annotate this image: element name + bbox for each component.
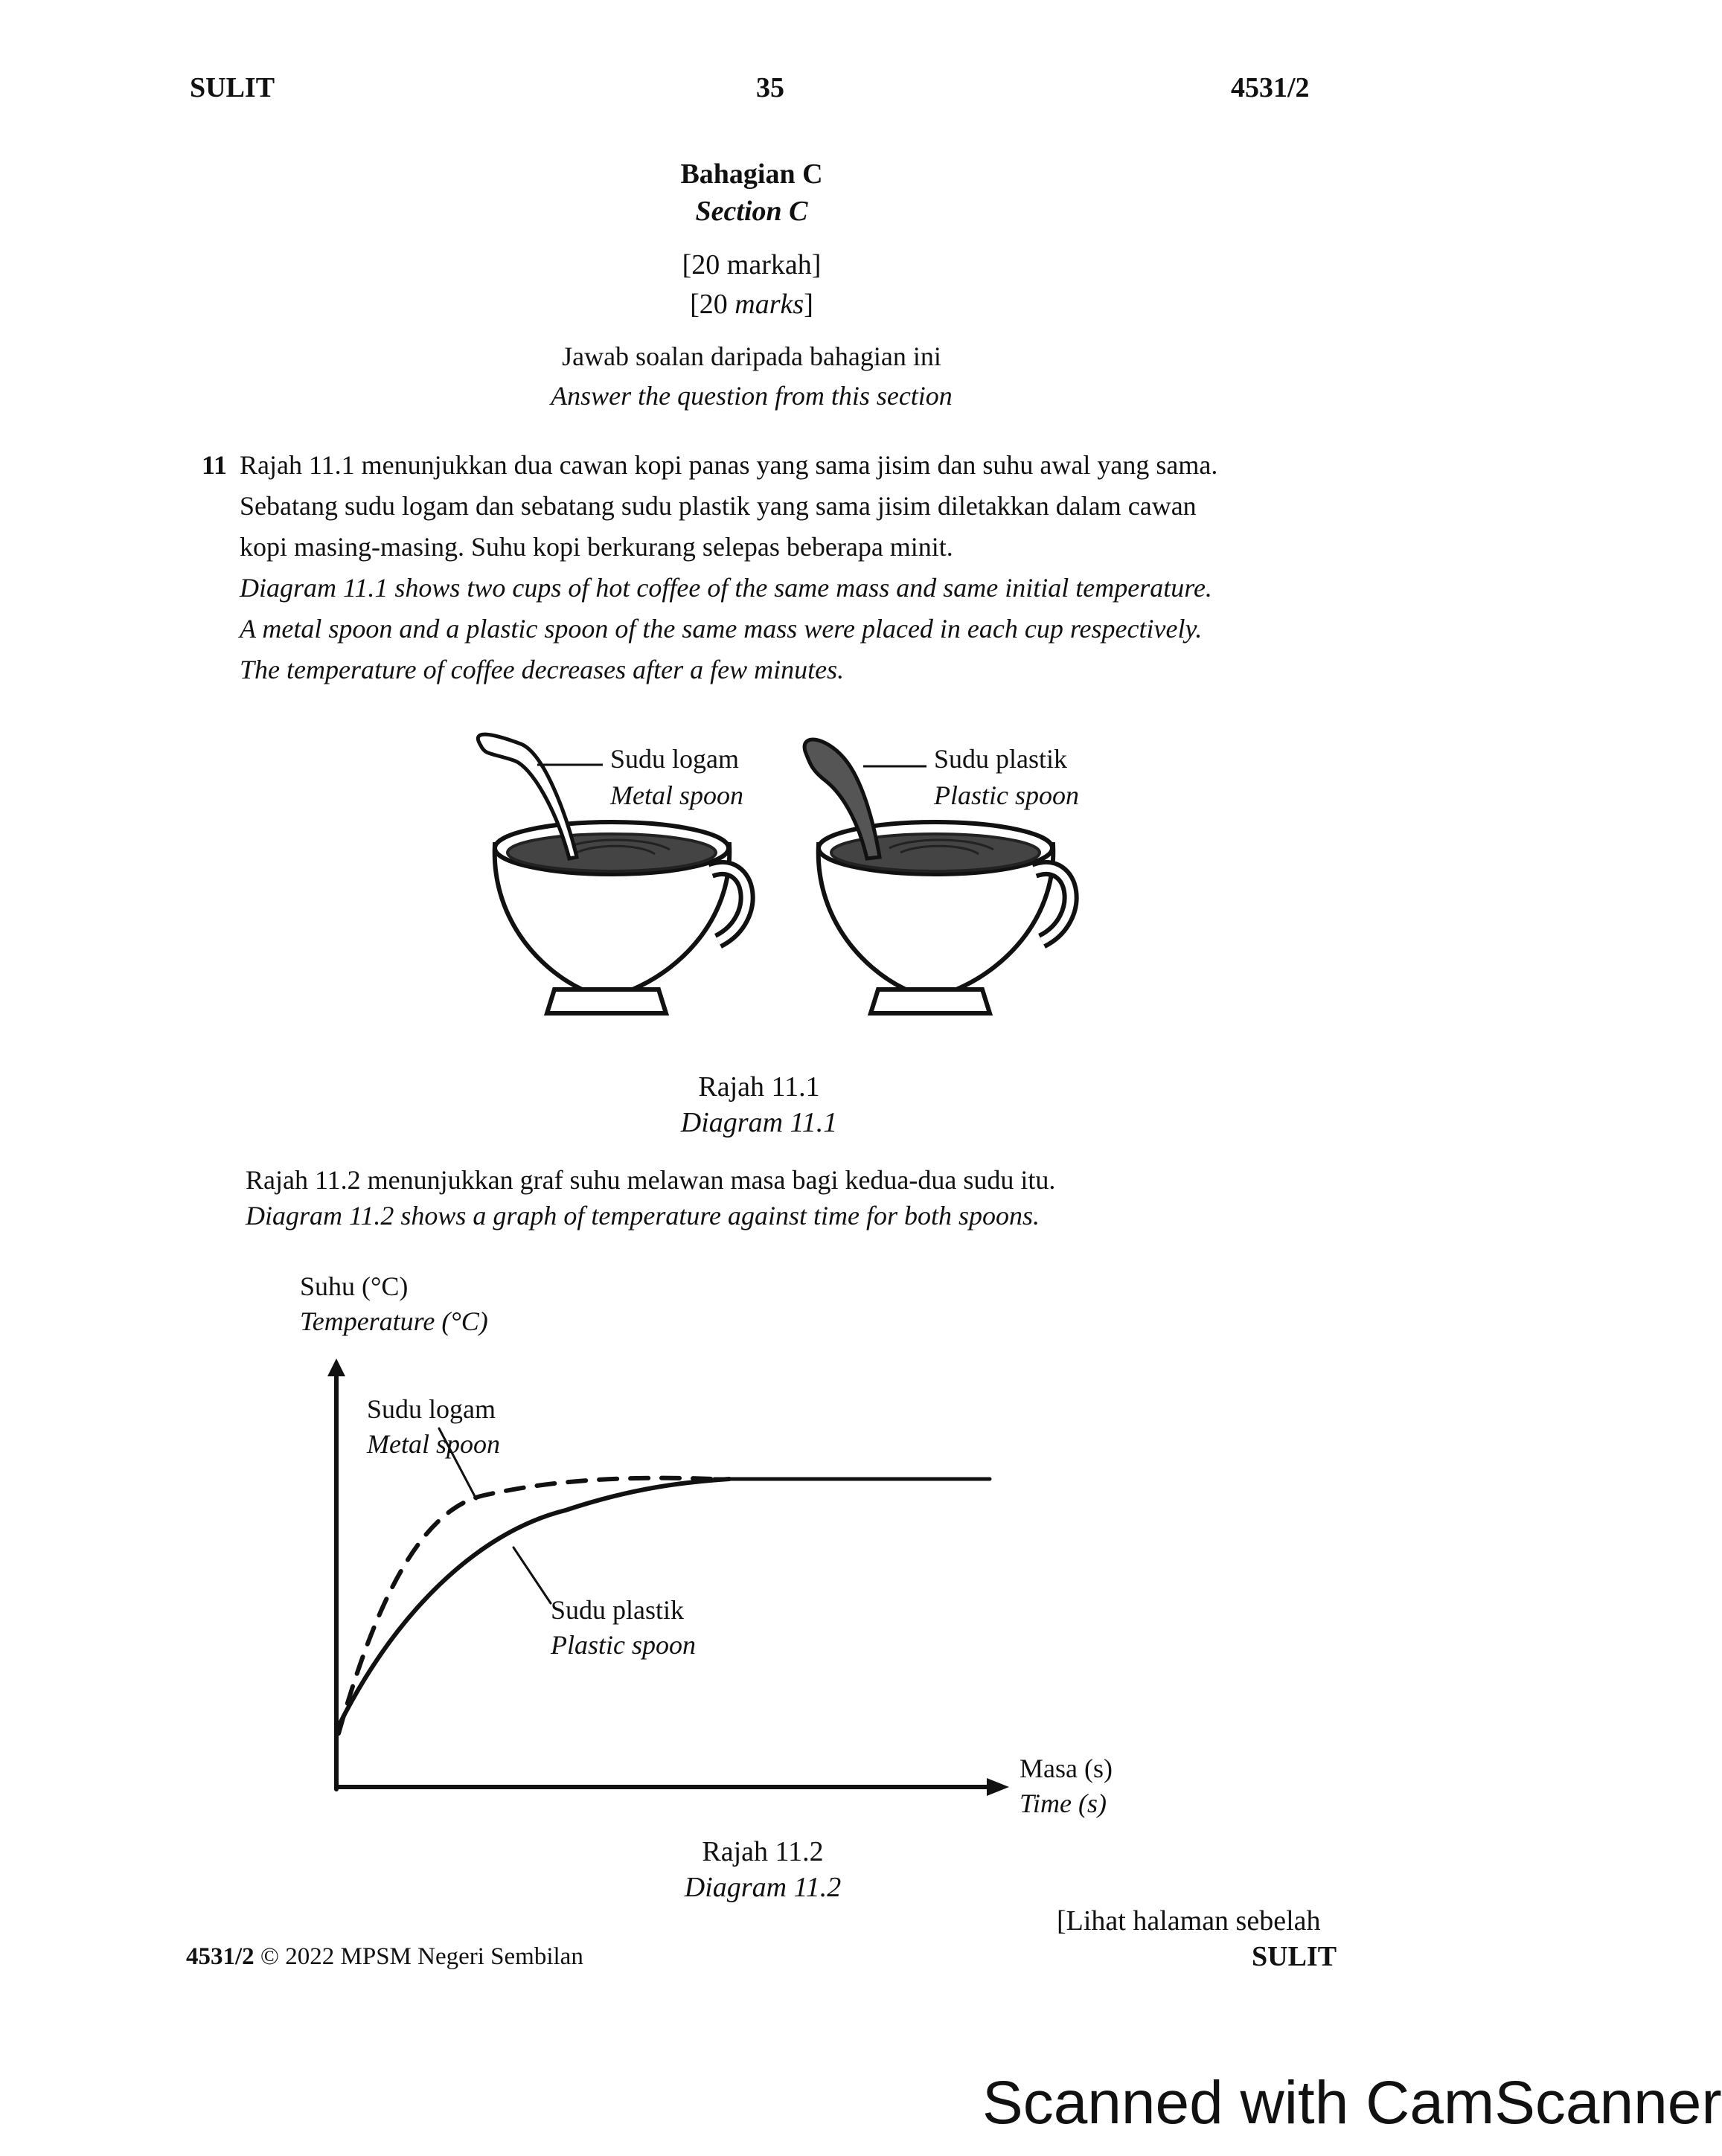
graph-metal-label-ms: Sudu logam (367, 1394, 496, 1424)
instruction-ms: Jawab soalan daripada bahagian ini (562, 341, 941, 371)
y-axis-label-ms: Suhu (°C) (300, 1271, 409, 1301)
diagram1-metal-label-ms: Sudu logam (610, 744, 740, 774)
diagram1-metal-label-en: Metal spoon (610, 780, 743, 810)
diagram1-plastic-label-ms: Sudu plastik (934, 744, 1068, 774)
x-axis-arrowhead (987, 1778, 1009, 1796)
diagram2-caption-en: Diagram 11.2 (684, 1872, 842, 1903)
question-ms-line-2: Sebatang sudu logam dan sebatang sudu plastik yang sama jisim diletakkan dalam cawan (240, 491, 1197, 521)
next-page-note: [Lihat halaman sebelah (1057, 1905, 1321, 1937)
paper-code: 4531/2 (1231, 72, 1310, 103)
plastic-spoon-pointer (513, 1547, 551, 1603)
section-title-en: Section C (695, 196, 808, 227)
footer-right: SULIT (1252, 1941, 1337, 1972)
marks-en: [20 marks] (690, 289, 813, 320)
graph-plastic-label-ms: Sudu plastik (551, 1595, 685, 1625)
section-title-ms: Bahagian C (680, 158, 823, 190)
footer-copyright: © 2022 MPSM Negeri Sembilan (260, 1943, 583, 1970)
y-axis-arrowhead (327, 1358, 345, 1376)
diagram1-caption-en: Diagram 11.1 (680, 1107, 838, 1138)
graph-metal-label-en: Metal spoon (367, 1429, 500, 1459)
diagram2-caption-ms: Rajah 11.2 (702, 1836, 824, 1867)
question-en-line-1: Diagram 11.1 shows two cups of hot coffee of the same mass and same initial temperature. (240, 573, 1212, 603)
scanner-watermark: Scanned with CamScanner (982, 2069, 1722, 2137)
question-number: 11 (202, 450, 228, 480)
question-en-line-2: A metal spoon and a plastic spoon of the same mass were placed in each cup respectively. (240, 614, 1203, 644)
instruction-en: Answer the question from this section (551, 381, 953, 411)
marks-ms: [20 markah] (682, 249, 822, 280)
diagram1-plastic-label-en: Plastic spoon (934, 780, 1079, 810)
footer-left (186, 1943, 583, 1971)
y-axis-label-en: Temperature (°C) (300, 1306, 488, 1336)
question-ms-line-1: Rajah 11.1 menunjukkan dua cawan kopi panas yang sama jisim dan suhu awal yang sama. (240, 450, 1218, 480)
question-ms-line-3: kopi masing-masing. Suhu kopi berkurang selepas beberapa minit. (240, 532, 953, 562)
diagram1-caption-ms: Rajah 11.1 (698, 1071, 820, 1103)
footer-code: 4531/2 (186, 1943, 255, 1970)
question-en-line-3: The temperature of coffee decreases after a few minutes. (240, 655, 845, 684)
graph-intro-en: Diagram 11.2 shows a graph of temperature against time for both spoons. (246, 1201, 1040, 1231)
graph-intro-ms: Rajah 11.2 menunjukkan graf suhu melawan masa bagi kedua-dua sudu itu. (246, 1165, 1056, 1195)
page-number: 35 (756, 72, 784, 103)
header-left: SULIT (190, 72, 275, 103)
x-axis-label-en: Time (s) (1020, 1788, 1107, 1818)
graph-plastic-label-en: Plastic spoon (551, 1630, 696, 1660)
x-axis-label-ms: Masa (s) (1020, 1754, 1113, 1783)
